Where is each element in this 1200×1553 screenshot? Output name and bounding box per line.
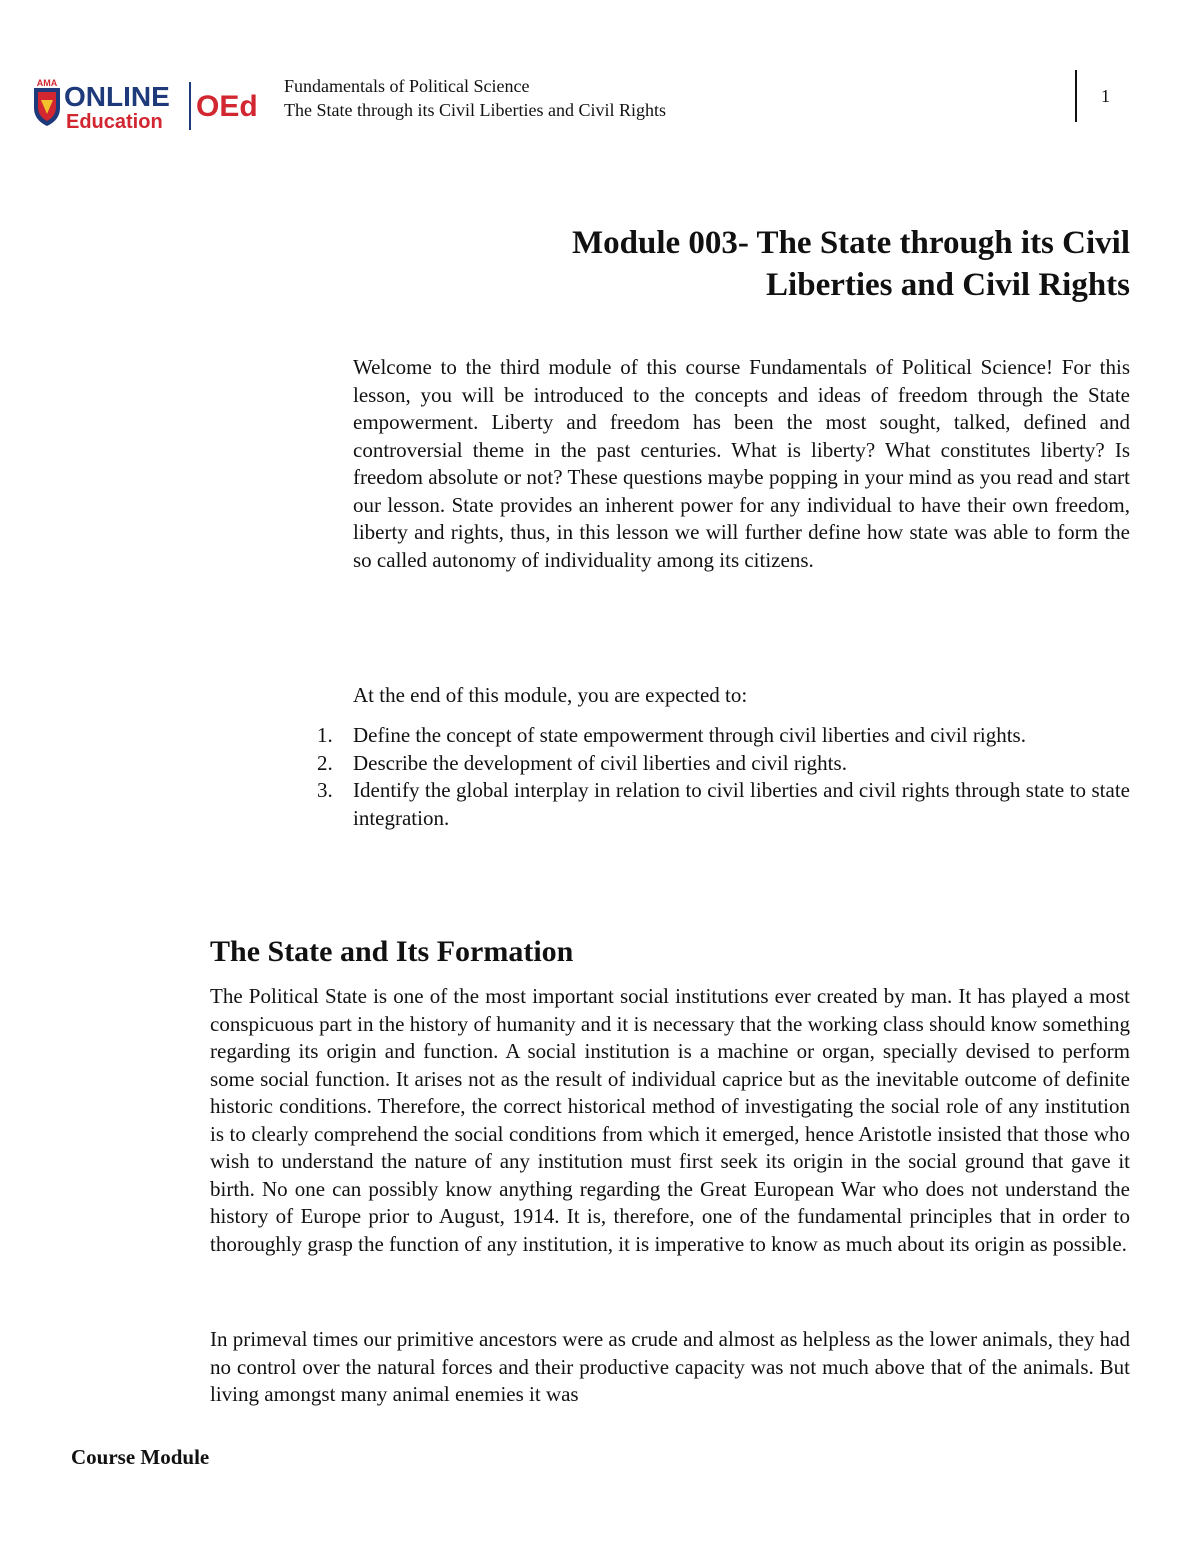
- svg-text:AMA: AMA: [36, 78, 58, 88]
- footer-label: Course Module: [71, 1445, 210, 1469]
- expectations-intro: At the end of this module, you are expected to:: [353, 683, 748, 707]
- list-item-number: 1.: [317, 723, 333, 747]
- module-title-line-1: Module 003- The State through its Civil: [572, 225, 1130, 261]
- list-item-text: Define the concept of state empowerment through civil liberties and civil rights.: [353, 723, 1026, 747]
- list-item-number: 2.: [317, 750, 333, 775]
- objectives-list: [313, 722, 1130, 832]
- logo-oed-text: OEd: [196, 90, 258, 123]
- list-item-number: 3.: [317, 778, 333, 802]
- list-item: [313, 777, 1130, 832]
- running-header: [284, 74, 666, 122]
- list-item: [313, 750, 1130, 778]
- intro-paragraph: Welcome to the third module of this course Fundamentals of Political Science! For this lesson, you will be introduced to the concepts and ideas of freedom through the State empowerment. Liberty and freedom has been the most sought, talked, defined and controversial theme in the past centuries. What is liberty? What constitutes liberty? Is freedom absolute or not? These questions maybe popping in your mind as you read and start our lesson. State provides an inherent power for any individual to have their own freedom, liberty and rights, thus, in this lesson we will further define how state was able to form the so called autonomy of individuality among its citizens.: [353, 355, 1130, 572]
- header-vertical-rule: [1075, 70, 1077, 122]
- body-paragraph-1: The Political State is one of the most important social institutions ever created by man. It has played a most conspicuous part in the history of humanity and it is necessary that the working class should know something regarding its origin and function. A social institution is a machine or organ, specially devised to perform some social function. It arises not as the result of individual caprice but as the inevitable outcome of definite historic conditions. Therefore, the correct historical method of investigating the social role of any institution is to clearly comprehend the social conditions from which it emerged, hence Aristotle insisted that those who wish to understand the nature of any institution must first seek its origin in the social ground that gave it birth. No one can possibly know anything regarding the Great European War who does not understand the history of Europe prior to August, 1914. It is, therefore, one of the fundamental principles that in order to thoroughly grasp the function of any institution, it is imperative to know as much about its origin as possible.: [210, 984, 1130, 1256]
- online-education-logo: [30, 74, 265, 134]
- list-item-text: Identify the global interplay in relation to civil liberties and civil rights through state to state integration.: [353, 778, 1130, 830]
- list-item-text: Describe the development of civil liberties and civil rights.: [353, 750, 847, 775]
- section-heading: The State and Its Formation: [210, 935, 574, 968]
- header-course-title: Fundamentals of Political Science: [284, 76, 530, 96]
- logo-online-text: ONLINE: [64, 81, 170, 112]
- logo-divider: [189, 82, 191, 130]
- module-title-line-2: Liberties and Civil Rights: [766, 267, 1130, 303]
- body-paragraph-2: In primeval times our primitive ancestors were as crude and almost as helpless as the lower animals, they had no control over the natural forces and their productive capacity was not much above that of the animals. But living amongst many animal enemies it was: [210, 1327, 1130, 1406]
- page-number: 1: [1101, 86, 1110, 106]
- header-module-subtitle: The State through its Civil Liberties and Civil Rights: [284, 100, 666, 120]
- module-title: [420, 222, 1130, 306]
- list-item: [313, 722, 1130, 750]
- logo-education-text: Education: [66, 111, 163, 133]
- logo-graphic: [30, 74, 265, 134]
- ama-seal-icon: [34, 78, 60, 126]
